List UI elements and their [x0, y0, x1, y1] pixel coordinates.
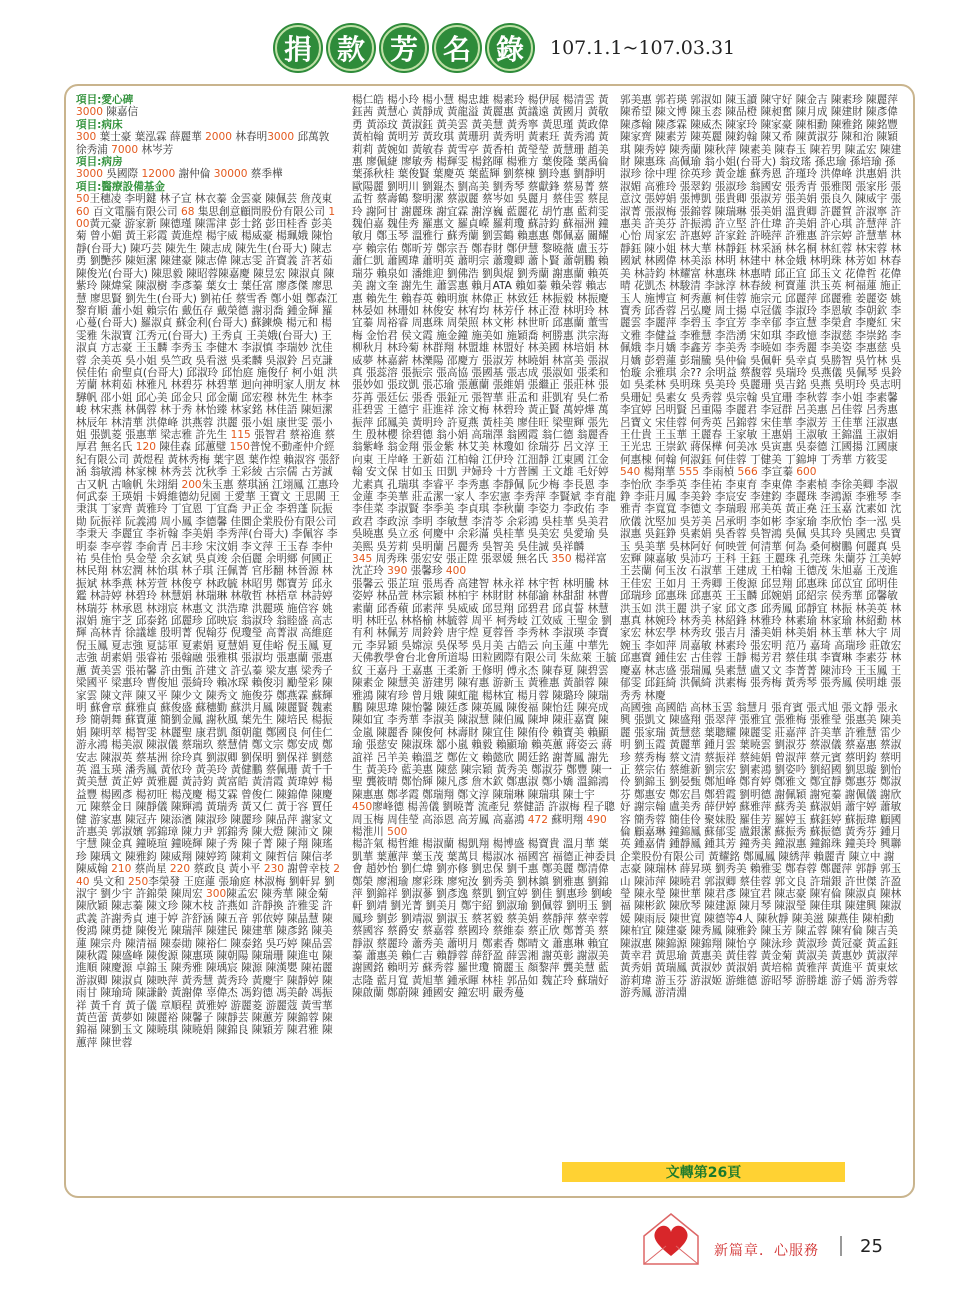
amount-group	[352, 553, 617, 578]
donor-names: 楊仁皓 楊小玲 楊小慧 楊忠雄 楊素玲 楊伊展 楊清雲 黃鈺茜 黃慧心 黃靜成 黃龍溢 黃麗惠 黃議遠 黃國月 黃敬勇 黃添玟 黃淑鈺 黃美雲 黃美慧 黃秀寧 黃思瑾 黃政偉 黃柏翰 黃明芳 黃玫琪 黃珊玥 黃秀明 黃素玨 黃秀鴻 黃莉莉 黃婉如 黃敏春 黃雪亭 黃香柏 黃瑩瑩 黃慧珊 趙美惠 廖佩緁 廖敏秀 楊輝雯 楊銘暉 楊雅方 葉俊隆 葉禹倫 葉孫秋桂 葉俊賢 葉慶英 葉藍輝 劉蔡棟 劉玲惠 劉靜明 歐陽麗 劉明川 劉錕杰 劉高美 劉秀琴 蔡獻鋒 蔡易菁 蔡孟哲 蔡壽鶴 黎明潔 蔡淑麗 蔡岑如 吳麗月 蔡佳雲 蔡昆玲 謝阿甘 謝麗珠 謝宜霖 謝淳巍 藍麗花 胡竹惠 藍莉雯 魏伯嘉 魏佳秀 羅惠文 羅貞嶸 羅莉瓊 蘇詩鈞 蘇福洲 鐘敏月 鄭玉琴 溫雅行 蘇秀蘭 劉雲鶴 賴惠惠 鄭佩嘉 關耀亭 賴宗佑 鄭昕芳 鄭宗吾 鄭春財 鄭伊慧 黎曉薇 盧玉芬 蕭仁凱 蕭國瑋 蕭明英 蕭明宗 蕭瓊卿 蕭卜賢 蕭朝鵬 賴瑞芬 賴泉如 潘維迎 劉佛浩 劉與焜 劉秀蘭 謝惠蘭 賴英美 謝文奎 謝先生 蕭雲惠 賴月ATA 賴如蓁 賴朵蓉 賴志惠 賴先生 賴春英 賴明旗 林偉正 林致廷 林振毅 林振慶 林晏如 林珊如 林俊安 林宥均 林芳伃 林正澄 林明玲 林宜蓁 周裕睿 周惠珠 周榮照 林文彬 林世昕 邱惠蘭 董雪梅 金怡君 侯文霞 施金鐘 施美如 施穎喬 柯勝惠 洪宗海 柳秋月 林玲菊 林群翔 林盟雄 林盟好 林美國 林培娟 林威夢 林嘉薪 林濼陽 邵慶方 張淑芳 林曉娟 林富美 張淑真 張蕊溶 張振宗 張高協 張國基 張志成 張淑如 張柔和 張妙如 張玟凱 張芯瑜 張蕙蘭 張維娟 張繼正 張莊林 張芬苒 張廷伝 張香 張鉦元 張智華 莊孟和 莊凱宥 吳仁希 莊碧雲 王德宇 莊進祥 涂文梅 林碧玲 黃正賢 萬婷燁 萬振萍 邱鳳美 黃明玲 許夏燕 黃桂美 廖佳旺 梁聖輝 張先生 殷林櫻 徐碧德 翁小娟 高瑞澤 翁國霞 翁仁德 翁麗香 翁紫峰 翁金翔 張金紫 林艾美 林瓊如 徐瑞芬 呂文淳 王向東 王岸峰 王新茹 江柏翰 江伊玲 江沺靜 江東國 江金翰 安文保 甘如玉 田凱 尹婦玲 十方普團 王文雄 毛好婷 尤素真 孔瑞琪 李睿平 李秀惠 李靜佩 阮少梅 李長恩 李金蓮 李美華 莊孟潔一家人 李宏憲 李秀萍 李賢斌 李育龍 李佳菜 李淑賢 李季美 李貞琪 李秋蘭 李姿力 李政佑 李政君 李政涼 李明 李敏慧 李清苓 余彩鴻 吳桂華 吳美君 吳曉惠 吳立丞 何慶中 余彩滿 吳桂華 吳美宏 吳愛瑜 吳美熙 吳芳莉 吳明蘭 呂麗秀 吳智美 吳佳誠 吳祥麟	[352, 94, 616, 553]
amount: 500	[387, 825, 408, 838]
donor-names: 廖峰德 楊善儀 劉曉菁 流產兒 蔡健語 許淑梅 程子聰 周玉梅 周佳瑩 高添恩 高芳鳳 高嘉鴻	[352, 801, 615, 826]
donor-names: 楊翔華	[640, 466, 679, 479]
amount: 100	[76, 205, 336, 231]
donor-names: 郭美惠 郭若瑛 郭淑如 陳玉讀 陳守好 陳金吉 陳素珍 陳麗萍 陳希望 陳文博 陳玉枩 陳品橙 陳昶奮 陳月成 陳建財 陳彥偉 陳彥翰 陳彥霖 陳威杰 陳家玲 陳家豪 陳相勳 陳雅銘 陳銘豐 陳家齊 陳素芳 陳英麗 陳鈞翰 陳又希 陳黃淑芬 陳和治 陳穎琪 陳秀婷 陳秀蘭 陳秋萍 陳素美 陳春玉 陳若男 陳孟宏 陳建財 陳惠珠 高佩瑜 翁小姐(台哥大) 翁玟瑤 孫忠瑜 孫培瑜 孫淑珍 徐中理 徐英珍 黃金雄 蘇秀恩 許瑾玲 洪偉峰 洪惠娟 洪淑媚 高雅玲 張翠鈞 張淑珍 翁國安 張秀青 張雅閔 張家彤 張意汶 張婷娟 張博凱 張貴卿 張淑芳 張美娟 張良久 陳威宇 張淑菁 張淑梅 張錦蓉 陳瑞琳 張美娟 溫貴卿 許麗賀 許淑寧 許惠美 許美芬 許振鴻 許立堅 許仕瑋 許美娟 許心琪 許慧萍 許心怡 周家宏 許惠婷 許家銓 許曉萍 許雅惠 許宗婷 許慧華 林靜鈺 陳小姐 林大華 林靜鈺 林采涵 林名桐 林紅蓉 林宋蓉 林國斌 林國偉 林美添 林明 林建中 林金娥 林明珠 林芳如 林春美 林詩鈞 林耀富 林惠珠 林惠晴 邱正宜 邱玉文 花偉哲 花偉晴 花凱杰 林駿清 李詠淳 林春綾 柯寶蓮 洪玉英 柯福蓮 施正玉人 施博宣 柯秀蕙 柯佳蓉 施宗元 邱麗萍 邱麗雅 姜麗姿 姚寶秀 邱香蓉 呂弘慶 周士揚 卓冠儀 李淑玲 李恩敏 李朝欽 李麗雲 李麗萍 李碧玉 李宜芳 李幸郁 李宣慧 李榮倉 李慶紅 宋文雅 李健益 李雅慧 李浩湧 宋如琪 李政憶 李淑慈 李崇銘 李佩娥 李月嬌 李鑫芳 李美秀 李曉如 李秀麗 李美姿 李惠慈 吳月嬌 彭碧蓮 彭瑞騰 吳仲倫 吳佩軒 吳幸貞 吳勝智 吳竹林 吳怡璇 余雅琪 余?? 余明益 蔡馥蓉 吳瑞玲 吳燕儀 吳佩琴 吳鈴如 吳柔林 吳明珠 吳美玲 吳麗珊 吳吉銘 吳燕 吳明玲 吳志明 吳珊妃 吳素女 吳秀蓉 吳宗翰 吳宜珊 李秋蓉 李小姐 李素馨 李宜婷 呂明賢 呂重陽 李麗君 李冠群 呂美惠 呂佳蓉 呂秀惠 呂寶文 宋佳蓉 何秀英 呂錦蓉 宋佳華 李淑芳 王佳華 汪淑惠 王仕貴 王玉華 王麗春 王家敏 王惠娟 王淑敏 王錦溫 王淑娟 王光忠 王崇欽 蔣保樺 何美冰 吳寅惠 吳泰德 江國揚 江國康 何惠棟 何翰 何淑鈺 何佳蓉 丁健美 丁錦坤 丁秀華 方筱雯	[620, 94, 902, 466]
category-heading: 項目:醫療設備基金	[76, 180, 165, 193]
donor-names: 楊祥富 沈芷玲	[352, 553, 607, 578]
column-1	[76, 94, 341, 1189]
amount: 3000	[76, 168, 103, 181]
donor-names: 張馨云 張芷瑄 張馬香 高建智 林永祥 林宇哲 林明騰 林姿婷 林品萱 林宗穎 林柏宇 林財財 林郁諭 林甜甜 林曹素蘭 邱香蘋 邱素萍 吳威威 邱昱翔 邱碧君 邱貞誓 林慧明 林旺弘 林格榆 林毓蓉 周平 柯秀岐 江效威 王聖金 劉有利 林佩芳 周鈴鈴 唐宇煌 夏蓉晉 李秀林 李淑瑛 李寶元 李昇穎 吳嫦涼 吳保琴 吳月美 古皓云 向玉蓮 中華先天佛教學會台北會所道場 田粒國際有限公司 朱紘萊 王毓紋 王嘉丹 王嘉惠 王柔新 王修明 傅永杰 陳春夏 陳碧雲 陳素金 陳慧美 游建男 陳宥惠 游新玉 黃雅惠 黃韻蓉 陳雅鴻 陳宥珍 曾月娥 陳虹龍 楊林宜 楊月蓉 陳璐玲 陳瑞鵬 陳思瑋 陳怡馨 陳廷彥 陳英鳳 陳俊福 陳怡廷 陳亮成 陳如宜 李秀華 李淑美 陳淑慧 陳伯鳳 陳坤 陳莊嘉寶 陳金嵐 陳麗香 陳俊何 林壽財 陳宜佳 陳侑伶 賴寶美 賴顯瑜 張慈安 陳淑珠 鄒小嵐 賴毅 賴顯瑜 賴英蕙 蔣姿云 蔣誼祥 呂羊美 賴溫芝 鄭佐文 賴懿欣 闕廷銘 謝菁鳳 謝先生 黃美玲 藍美惠 陳慈 陳宗穎 黃秀美 鄭淑芬 鄭豐 陳一聖 龔筱晴 鄭怡輝 陳凡彥 詹木欽 鄭惠淑 鄭小嬌 溫錦鴻 陳惠惠 鄭孝霞 鄭瑞翔 鄭文淳 陳瑞琳 陳瑞琪 陳士宇	[352, 577, 617, 801]
donor-names: 葉士豪 葉泓霖 薛麗華	[96, 131, 206, 144]
amount: 566	[737, 466, 758, 479]
column-2	[352, 94, 617, 1189]
amount: 3000	[76, 106, 103, 119]
amount: 50	[76, 193, 90, 206]
donor-line	[76, 131, 341, 156]
donor-names: 陳佳森 邱蕙璧	[155, 441, 230, 454]
amount: 210	[111, 863, 132, 876]
donor-line	[620, 466, 904, 478]
donor-names: 吳國際	[102, 168, 142, 181]
page-number: 25	[860, 1236, 883, 1257]
donor-names: 林春明	[232, 131, 268, 144]
amount: 300	[76, 131, 97, 144]
amount: 230	[263, 863, 285, 876]
donor-names: 集思創意顧問股份有限公司	[194, 205, 329, 218]
donor-names: 蘇明翔	[547, 813, 587, 826]
donor-names: 李怡欣 李季英 李佳祐 李東育 李東偉 李素楨 李徐美卿 李淑錚 李莊月鳳 李美鈴 李宸安 李建鈞 李麗珠 李鴻源 李雅琴 李雅青 李寬寬 李德文 李瑞瑕 邢美英 黃正堯 汪玉嘉 沈素如 沈欣儀 沈堅加 吳芳美 呂承明 李如彬 李家瑜 李欣怡 李一泓 吳淑惠 吳鈺錚 吳素娟 吳香蓉 吳智鴻 吳佩 吳其玲 吳國忠 吳寶玉 吳美華 吳林阿好 何映萱 何清華 何為 桑何樹鵬 何麗真 吳宏輝 陳嘉敏 吳沛巧 王科 王鈺 王麗珠 孔莞珠 朱蘭芬 江美婷 王芸蘭 何玉汝 石淑華 王建成 王柏翰 王德茂 朱旭嘉 王茂進 王佳宏 王如月 王秀卿 王俊源 邱昱翔 邱惠珠 邱苡宜 邱明佳 邱瑞珍 邱惠珠 邱惠英 王玉麟 邱婉娟 邱紹宗 侯秀華 邱馨敏 洪玉如 洪王麗 洪子家 邱文彥 邱秀鳳 邱靜宜 林振 林美英 林惠真 林婉玲 林秀美 林紹鋒 林雅玲 林素瑜 林家瑜 林紹勳 林家宏 林宏學 林秀玫 張吉月 潘美娟 林美娟 林玉華 林大宇 周婉玉 李如萍 周嘉敏 林素玲 張宏明 范乃 嘉琦 高瑞珍 莊啟宏 邱惠寶 鍾佳宏 古佳蓉 王靜 楊芳君 蔡佳琪 李寶琳 李素芬 林慶嘉 林志盛 張瑞鳳 吳素慧 盧又文 李菁菁 陳沛玲 王玉鳳 王郁雯 邱鈺綺 洪佩綺 洪素梅 張秀梅 黃秀琴 張秀鳳 侯明雄 張秀秀 林慶	[620, 478, 902, 702]
title-row	[275, 18, 735, 78]
amount: 30000	[213, 168, 248, 181]
donor-names: 楊淮川	[352, 825, 388, 838]
amount: 472	[527, 813, 548, 826]
date-range: 107.1.1~107.03.31	[550, 37, 736, 59]
amount: 450	[352, 801, 373, 814]
donor-names: 王穗凌 李明鍵 林子宣 林衣蓁 金雲豪 陳佩芸 詹茂東	[89, 193, 333, 206]
donor-names: 蔡季樺	[247, 168, 283, 181]
amount: 390	[387, 565, 408, 578]
donor-names: 楊許氣 楊哲維 楊淑蘭 楊凱翔 楊博盛 楊寶貴 溫月華 葉凱華 葉蕙萍 葉玉茂 葉萬貝 楊淑冰 福國宮 福德正神委員會 趙妙怡 劉仁煒 劉亦修 劉忠保 劉千惠 鄭美麗 鄭清偉 鄭榮 廖湘瑜 廖彩珠 廖宛汝 劉秀美 劉林鎮 劉雅惠 劉錦萍 劉錦祥 劉淑蔘 劉彥逸 蔡凱 劉宜婷 劉佳 劉惠珍 劉峻軒 劉靖 劉光菁 劉美月 鄭宇紹 劉淑瑜 劉佩蓉 劉明玉 劉鳳珍 劉彭 劉靖淑 劉淑玉 蔡茗毅 蔡美娟 蔡靜萍 蔡幸蓉 蔡國容 蔡爵安 蔡嘉蓉 蔡國玲 蔡維泰 蔡正欣 鄭菁美 蔡靜淑 蔡麗玲 蕭秀美 蕭明月 鄭素香 鄭晴文 蕭惠琳 賴宜蓁 蕭惠美 賴仁吉 賴靜蓉 薛舒盈 薛雲湘 謝英彰 謝淑美 謝國銘 賴明芳 蘇秀蓉 羅世瓊 簡麗玉 顏黎萍 龔美慧 藍志隆 藍月寬 黃旭華 鍾承暉 林桂 郭品如 魏芷玲 蘇瑞好 陳啟蘭 鄭蔚陳 鍾國安 鐘宏明 嚴秀蔓	[352, 838, 616, 1000]
donor-names: 蔡政良 黃小平	[190, 863, 264, 876]
title-char: 捐	[275, 25, 321, 71]
amount: 350	[551, 553, 572, 566]
donor-names: 周秀珠 張宏安 張正陞 張翠媛 無名氏	[372, 553, 552, 566]
amount: 120	[135, 441, 156, 454]
divider	[840, 1236, 842, 1256]
column-3	[620, 94, 904, 1152]
category-heading: 項目:病房	[76, 156, 123, 169]
continued-banner[interactable]: 文轉第26頁	[562, 1162, 845, 1182]
donor-names: 李榮發 王庭蓮 張瑜庭 林淑梅 劉軒昇 劉淑宇 劉少宇 許錦榮 陳周宏	[76, 875, 335, 900]
donor-names: 李雨楨	[699, 466, 738, 479]
title-char: 款	[328, 25, 374, 71]
donor-names: 張馨珍	[407, 565, 446, 578]
donor-names: 邱萬敦 徐秀浦	[76, 131, 330, 156]
amount: 200	[181, 478, 202, 491]
amount: 2000	[205, 131, 233, 144]
title-char: 名	[434, 25, 480, 71]
amount: 3000	[267, 131, 295, 144]
donor-names: 謝曾幸枝	[284, 863, 334, 876]
donor-list-frame	[64, 84, 915, 1198]
donor-names: 謝仲倫	[175, 168, 214, 181]
amount: 250	[128, 875, 149, 888]
donor-names: 朱玉惠 蔡琪涵 江翊鳳 江惠玲 何武泰 王瑛娟 卡姆維德幼兒園 王愛華 王寶文 王思闕 王秉淇 丁家齊 黃雅玲 丁宜恩 丁宜喬 尹正金 李碧蓬 阮振勛 阮振祥 阮義鴻 周小鳳 李德馨 佳圜企業股份有限公司 李秉天 李麗宜 李祈翰 李美娟 李秀萍(台哥大) 李佩容 李明泰 李亭蓉 李俞青 呂丰珍 宋汶娟 李文萍 王玉春 李仲祐 吳佳怡 吳金瑩 余玄斌 吳貞竣 余佰麗 余明鄉 何國正 林民翔 林宏潤 林怡琪 林子琪 汪佩菁 官彤翻 林晉源 林振斌 林季燕 林芳萱 林俊亨 林政毓 林昭男 鄭寶芳 邱永鑑 林詩婷 林碧玲 林慧娟 林瑞琳 林敬哲 林梧章 林詩婷 林瑞芬 林承恩 林翊宸 林惠文 洪浩瑋 洪麗瑛 施倍容 姚淑娟 施宇芝 邱泰銘 邱麗珍 邱映宸 翁淑玲 翁睦盛 高志輝 高林青 徐議雄 殷明菁 倪翰芬 倪瓊瑩 高菁淑 高維庭 倪玉鳳 夏志強 夏誌軍 夏素娟 夏慧娟 夏佳峪 倪玉鳳 夏志強 胡素娟 張睿祐 張翰融 張雅棋 張淑均 張惠蘭 張惠蕙 黃美雲 張祐馨 許由甄 許建文 許弘蓁 梁友惠 梁秀子 梁國平 梁惠玲 曹俊旭 張綺玲 賴冰琛 賴俊羽 勵瑩彩 陳家雲 陳文萍 陳又平 陳少文 陳秀文 施俊芬 鄭燕霖 蘇輝明 蘇會章 蘇雅貞 蘇俊盛 蘇穗勤 蘇洪月鳳 陳麗賢 魏素珍 簡朝舞 蘇寶蓮 簡劉金鳳 謝秋風 葉先生 陳培民 楊振娟 陳明萃 楊智雯 林麗聖 康君凱 顏朝龍 鄭國良 何佳仁 游永鴻 楊美淑 陳淑儀 蔡瑞玖 蔡慧倩 鄭文宗 鄭安成 鄭安志 陳淑英 蔡基洲 徐玲真 劉淑卿 劉保明 劉保祥 劉慈英 溫玉瑛 潘秀鳳 黃依玲 黃美玲 黃健鵬 蔡佩珊 黃千千 黃美慧 黃芷婷 黃雅麗 黃詩鈞 黃富皓 黃清霞 黃瑋婷 楊益豐 楊國彥 楊初旺 楊茂慶 楊艾霖 曾俊仁 陳錦偉 陳慶元 陳蔡金日 陳靜儀 陳輝鴻 黃瑞秀 黃又仁 黃于容 賈任健 游家惠 陳冠卉 陳添濱 陳淑珍 陳麗珍 陳品萍 謝家文 許惠美 郭淑嬪 郭錦璋 陳力尹 郭錦秀 陳大燈 陳沛文 陳宇慧 陳金真 鐘曉瑄 鐘曉輝 陳子秀 陳子菁 陳子翔 陳瑤珍 陳瑀文 陳雅鈞 陳威翔 陳婷筠 陳莉文 陳哲信 陳信孝 陳威翰	[76, 478, 340, 876]
heart-envelope-icon	[636, 1206, 706, 1268]
amount: 12000	[141, 168, 176, 181]
amount: 555	[678, 466, 699, 479]
amount-group	[352, 801, 617, 838]
donor-names: 張智君 蔡裕進 蔡厚君 無名氏	[76, 428, 336, 454]
amount: 60	[76, 205, 90, 218]
amount: 240	[76, 863, 340, 888]
slogan: 新篇章．心服務	[714, 1243, 819, 1259]
amount: 540	[620, 466, 641, 479]
amount: 490	[586, 813, 607, 826]
donor-names: 黃元豪 游家新 陳德瑾 陳霈津 彭士銘 彭田桂香 彭美菊 曾小媚 黃王彩霞 黃進煌 楊宇威 楊威豪 楊珮娥 陳怡靜(台哥大) 陳巧芸 陳先生 陳志成 陳先生(台哥大) 陳志勇 劉艷莎 陳姮潔 陳建豪 陳志偉 陳志雯 許寶義 許茗茹 陳俊光(台哥大) 陳思毅 陳昭蓉陳嘉慶 陳昱宏 陳淑貞 陳紫玲 陳煒棠 陳淑樹 李彥蓁 葉女士 葉任富 廖彥傑 廖思慧 廖思賢 劉先生(台哥大) 劉祐任 蔡雪香 鄭小姐 鄭森江 黎育順 蕭小姐 賴宗佑 戴伍存 戴榮德 謝羽喬 鍾金輝 羅心蔓(台哥大) 羅淑貞 蘇金利(台哥大) 蘇鍊煥 楊元和 楊雯雅 朱淑寶 江秀元(台哥大) 王秀貞 王美娥(台哥大) 王淑貞 方志豪 王玉麟 李秀玉 李健木 李淑慎 李瑞妙 沈佳蓉 余美英 吳小姐 吳竺政 吳看滋 吳柔麟 吳淑鈴 呂克謙 侯佳佑 俞聖貞(台哥大) 邱淑玲 邱怡庭 施俊仔 柯小姐 洪芳蘭 林莉茹 林雅凡 林碧芬 林碧華 迴向神明家人朋友 林驊帆 邵小姐 邱心美 邱金只 邱金蘭 邱宏穆 林先生 林李峻 林宋燕 林偶蓉 林于秀 林怡臻 林家銘 林佳語 陳姮潔 林辰年 林清華 洪偉峰 洪燕蓉 洪麗 張小姐 康世雯 張小姐 張凱菱 張惠華 梁志雅 許先生	[76, 218, 340, 441]
title-char: 芳	[381, 25, 427, 71]
donor-line	[76, 193, 341, 1049]
donor-line	[76, 168, 341, 180]
donor-names: 蔡尚星	[131, 863, 170, 876]
donor-line	[352, 801, 617, 838]
amount-group	[620, 466, 904, 478]
donor-names: 李宣蓁	[757, 466, 797, 479]
donor-names: 陳嘉信	[102, 106, 139, 119]
title-char: 錄	[487, 25, 533, 71]
donor-names: 高國強 高國皓 高林玉雲 翁慧月 張育賓 張式旭 張文靜 張永興 張凱文 陳盛翔 張翠萍 張雅宜 張雅梅 張雅瑩 張惠美 陳美麗 張家瑞 黃慧慈 葉聰耀 陳麗雯 莊嘉萍 許美華 許雅慧 雷少明 劉玉霞 黃麗華 鍾月雲 葉曉雲 劉淑芬 蔡淑儀 蔡嘉惠 蔡淑珍 蔡秀梅 蔡文清 蔡振祥 蔡純娟 曾淑萍 蔡元賓 蔡明鈞 蔡明正 蔡宗佑 蔡維新 劉宗宏 劉素鴻 劉姿吟 劉紹國 劉思璇 劉怡伶 劉錦玉 劉晏甄 鄭旭峰 鄭育婷 鄭雅文 鄭宜靜 鄭惠芬 鄭淑芬 鄭惠安 鄭宏昌 鄭碧霞 劉明德 謝佩穎 謝宛蓁 謝佩儀 謝欣妤 謝宗翰 盧美秀 薛伊婷 蘇雅萍 蘇秀美 蘇淑娟 蕭宇婷 蕭敏容 簡秀蓉 簡佳伶 聚妹股 羅佳芳 羅婷玉 蘇鈺婷 蘇振瑋 顧國倫 顧嘉琳 鐘錦鳳 蘇郁雯 盧銀潔 蘇振秀 蘇振德 黃秀芬 鍾月英 鍾嘉倩 鍾靜鳳 鍾其芳 鐘秀美 鐘淑惠 鐘錦珠 鐘美玲 興聯企業股份有限公司 黃耀銘 鄭鳳鳳 陳綉萍 賴麗青 陳立中 謝志豪 陳瑞林 薛昇瑛 劉秀美 賴雅雯 鄭春蓉 鄭麗萍 郭靜 郭玉山 陳沛萍 陳曉君 郭淑卿 蔡佳蓉 郭文良 許瑞銀 許世傑 許盈瑩 陳永瑩 陳世華 陳君彥 陳宜君 陳志豪 陳宥倫 陳淑貞 陳林福 陳彬欽 陳欣琴 陳建源 陳月琴 陳淑瑩 陳佳琪 陳建興 陳淑媛 陳雨辰 陳世寬 陳德等4人 陳秋靜 陳美滋 陳燕佳 陳柏勳 陳柏宜 陳建豪 陳秀鳳 陳雅鈴 陳玉芳 陳孟蓉 陳宥倫 陳吉美 陳淑惠 陳錦源 陳錦翔 陳怡亨 陳泳珍 黃淑珍 黃冠豪 黃孟鈺 黃幸君 黃思瑜 黃惠美 黃佳蓉 黃金菊 黃淑美 黃惠妙 黃淑萍 黃秀娟 黃瑞鳳 黃淑妙 黃淑娟 黃培棉 黃雅萍 黃進平 黃東炫 游莉瑋 游玉芬 游淑姬 游維德 游昭琴 游勝雄 游子嫣 游秀蓉 游秀鳳 游清淵	[620, 701, 902, 1000]
donor-line	[352, 553, 617, 578]
amount: 7000	[111, 143, 139, 156]
donor-names: 陳孟宏 陳秀華 陳金菊 陳欣穎 陳志蓁 陳文珍 陳木枝 許燕如 許靜換 許雅雯 許武義 許謝秀貞 連于婷 許舒涵 陳五音 郭依婷 陳晶慧 陳俊鴻 陳勇捷 陳俊光 陳瑞萍 陳建民 陳建華 陳彥銘 陳美蓮 陳宗舟 陳清福 陳泰勛 陳裕仁 陳泰銘 吳巧婷 陳品雲 陳秋霞 陳盛峰 陳俊源 陳惠瑛 陳朝陽 陳瑞珊 陳進屯 陳進順 陳慶源 卓錦玉 陳秀雅 陳瑀宸 陳源 陳漢嬰 陳祐麗 游淑卿 陳淑貞 陳映萍 黃秀慧 黃秀玲 黃慶宇 陳靜婷 陳雨甘 陳瑜琦 陳謙齡 黃謝偉 辜偉杰 馮鈞德 馮美齡 馮振祥 黃千育 黃子儀 章順程 黃雅婷 游麗菱 游麗蔻 黃雪華 黃芭蕾 黃夢如 陳麗裕 陳馨子 陳靜芸 陳蕙芳 陳錦蓉 陳錦福 陳劉玉文 陳曉琪 陳曉娟 陳錦良 陳穎芳 陳君雅 陳蕙萍 陳世蓉	[76, 888, 333, 1049]
donor-names: 吳文和	[89, 875, 129, 888]
amount: 220	[169, 863, 191, 876]
amount: 600	[796, 466, 817, 479]
amount: 345	[352, 553, 373, 566]
donor-names: 普悅不動產仲介經紀有限公司 黃煜程 黃林秀梅 葉宇恩 葉作煌 賴淑容 張舒涵 翁敏鴻 林家棟 林秀芸 沈秋季 王彩綾 古宗儒 古芳誠 古又帆 古喻帆 朱翊絹	[76, 441, 340, 491]
donor-names: 百文電腦有限公司	[89, 205, 181, 218]
amount: 115	[230, 428, 251, 441]
donor-names: 林岑芳	[138, 143, 174, 156]
donor-line	[76, 106, 341, 118]
amount: 300	[206, 888, 227, 900]
amount: 400	[445, 565, 467, 578]
category-heading: 項目:病床	[76, 118, 123, 131]
category-heading: 項目:愛心碑	[76, 94, 134, 106]
amount: 68	[180, 205, 195, 218]
amount: 150	[229, 441, 250, 454]
